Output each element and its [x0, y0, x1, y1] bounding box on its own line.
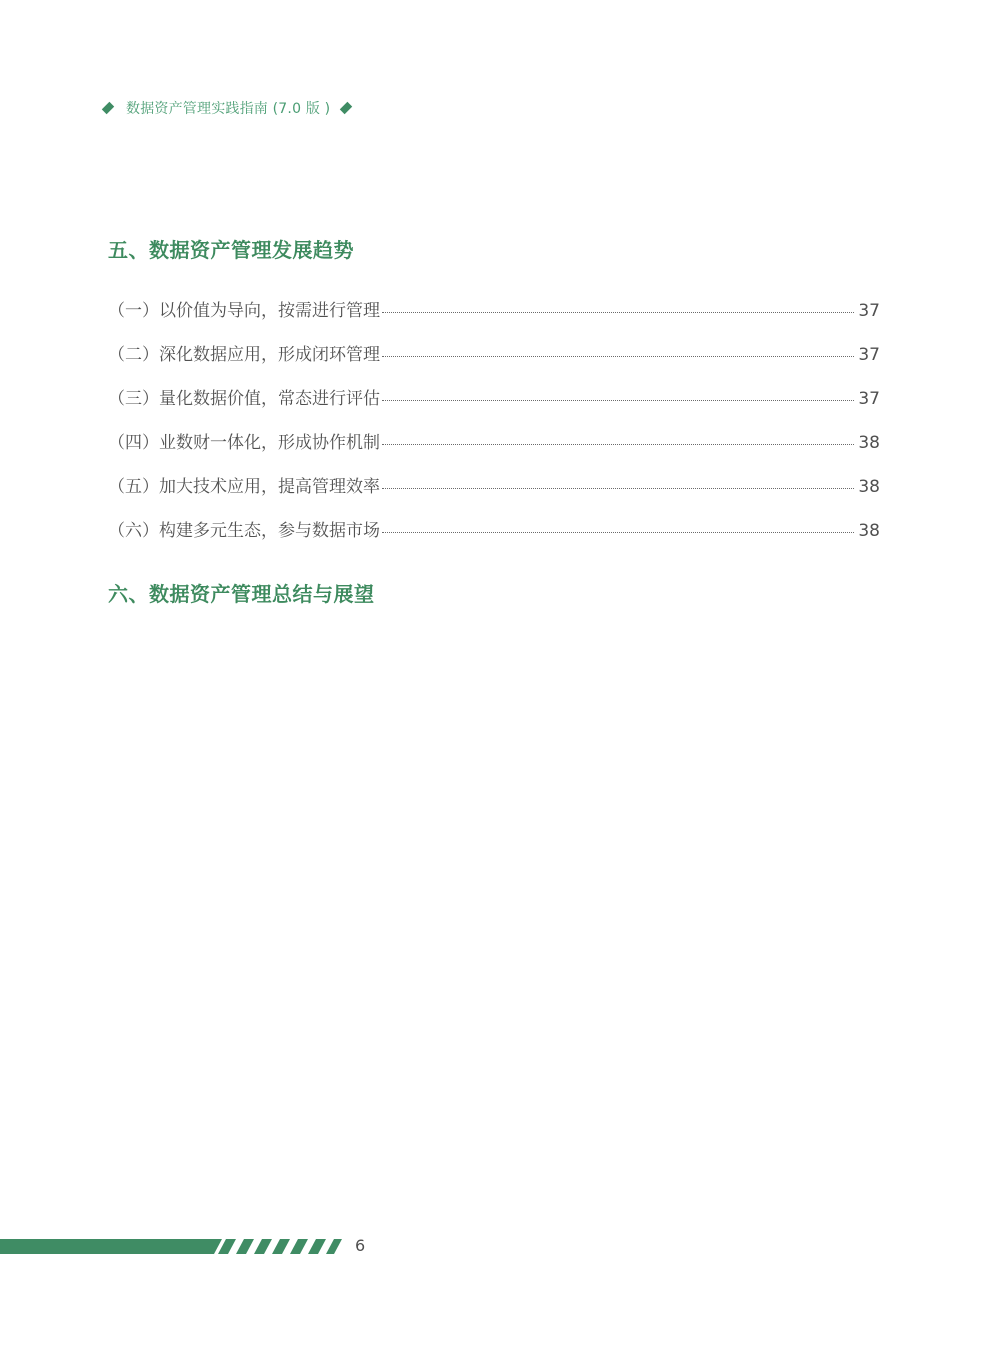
- dot-leader: [382, 488, 854, 489]
- dot-leader: [382, 312, 854, 313]
- dot-leader: [382, 356, 854, 357]
- toc-entry[interactable]: [108, 516, 880, 560]
- toc-entry[interactable]: [108, 384, 880, 428]
- toc-entry-label: （五）加大技术应用，提高管理效率: [108, 477, 380, 497]
- toc-entry-page: 37: [858, 301, 880, 321]
- toc-entry-label: （二）深化数据应用，形成闭环管理: [108, 345, 380, 365]
- toc-entry[interactable]: [108, 472, 880, 516]
- toc-entry-label: （三）量化数据价值，常态进行评估: [108, 389, 380, 409]
- diamond-icon: [102, 102, 114, 114]
- toc-entry-label: （四）业数财一体化，形成协作机制: [108, 433, 380, 453]
- toc-entry[interactable]: [108, 428, 880, 472]
- diamond-icon: [340, 102, 352, 114]
- toc-entry-page: 37: [858, 345, 880, 365]
- toc-entry-page: 37: [858, 389, 880, 409]
- toc-entry-label: （六）构建多元生态，参与数据市场: [108, 521, 380, 541]
- dot-leader: [382, 400, 854, 401]
- toc-entry-page: 38: [858, 477, 880, 497]
- toc-entry-page: 38: [858, 521, 880, 541]
- dot-leader: [382, 532, 854, 533]
- dot-leader: [382, 444, 854, 445]
- page-number: 6: [355, 1236, 366, 1255]
- toc-list: [108, 296, 880, 560]
- footer-stripe-graphic: [0, 1234, 345, 1260]
- section-title: 六、数据资产管理总结与展望: [108, 582, 375, 606]
- toc-entry[interactable]: [108, 296, 880, 340]
- running-header-title: 数据资产管理实践指南 (7.0 版 ): [126, 101, 331, 117]
- toc-entry-label: （一）以价值为导向，按需进行管理: [108, 301, 380, 321]
- toc-entry[interactable]: [108, 340, 880, 384]
- running-header: [102, 96, 350, 120]
- toc-entry-page: 38: [858, 433, 880, 453]
- section-title: 五、数据资产管理发展趋势: [108, 238, 354, 262]
- footer-bar: [0, 1234, 400, 1260]
